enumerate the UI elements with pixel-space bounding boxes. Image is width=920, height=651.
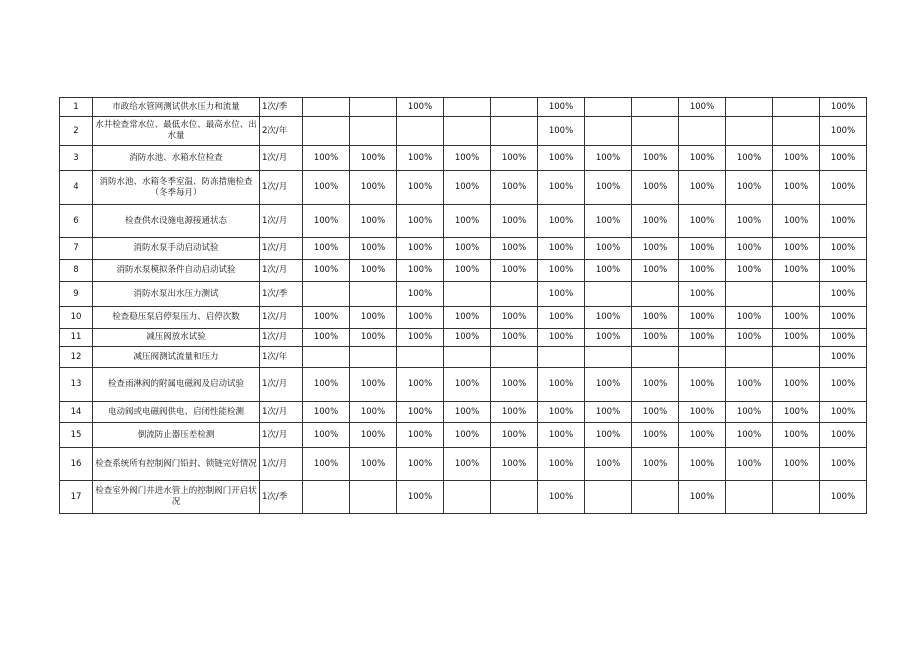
- completion-cell: 100%: [820, 423, 867, 448]
- table-row: [60, 347, 867, 368]
- completion-cell: 100%: [350, 260, 397, 282]
- completion-cell: 100%: [726, 448, 773, 481]
- completion-cell: 100%: [350, 448, 397, 481]
- completion-cell: 100%: [820, 402, 867, 423]
- completion-cell: 100%: [491, 307, 538, 329]
- completion-cell: 100%: [773, 402, 820, 423]
- completion-cell: 100%: [491, 329, 538, 347]
- completion-cell: [444, 117, 491, 146]
- completion-cell: 100%: [679, 368, 726, 402]
- inspection-frequency: 1次/月: [260, 402, 303, 423]
- completion-cell: [585, 98, 632, 117]
- completion-cell: [585, 282, 632, 307]
- inspection-frequency: 1次/月: [260, 329, 303, 347]
- completion-cell: 100%: [538, 146, 585, 171]
- completion-cell: 100%: [632, 260, 679, 282]
- completion-cell: 100%: [303, 238, 350, 260]
- completion-cell: 100%: [820, 205, 867, 238]
- completion-cell: 100%: [679, 423, 726, 448]
- table-body: [60, 98, 867, 514]
- completion-cell: [632, 117, 679, 146]
- completion-cell: 100%: [679, 448, 726, 481]
- completion-cell: 100%: [726, 260, 773, 282]
- completion-cell: 100%: [632, 329, 679, 347]
- completion-cell: 100%: [350, 205, 397, 238]
- completion-cell: 100%: [491, 423, 538, 448]
- completion-cell: 100%: [632, 307, 679, 329]
- completion-cell: 100%: [538, 448, 585, 481]
- completion-cell: 100%: [350, 307, 397, 329]
- completion-cell: 100%: [820, 260, 867, 282]
- table-row: [60, 205, 867, 238]
- completion-cell: 100%: [679, 205, 726, 238]
- completion-cell: 100%: [632, 448, 679, 481]
- inspection-item: 减压阀放水试验: [93, 329, 260, 347]
- completion-cell: 100%: [444, 171, 491, 205]
- completion-cell: 100%: [538, 171, 585, 205]
- completion-cell: 100%: [444, 368, 491, 402]
- completion-cell: 100%: [303, 423, 350, 448]
- completion-cell: 100%: [773, 329, 820, 347]
- inspection-frequency: 1次/月: [260, 260, 303, 282]
- completion-cell: 100%: [444, 423, 491, 448]
- completion-cell: 100%: [585, 205, 632, 238]
- row-number: 9: [60, 282, 93, 307]
- row-number: 12: [60, 347, 93, 368]
- completion-cell: [491, 282, 538, 307]
- completion-cell: 100%: [820, 238, 867, 260]
- completion-cell: 100%: [303, 205, 350, 238]
- table-row: [60, 282, 867, 307]
- completion-cell: 100%: [820, 347, 867, 368]
- inspection-item: 电动阀或电磁阀供电、启闭性能检测: [93, 402, 260, 423]
- table-row: [60, 171, 867, 205]
- completion-cell: 100%: [397, 402, 444, 423]
- completion-cell: 100%: [397, 368, 444, 402]
- table-row: [60, 423, 867, 448]
- completion-cell: [632, 282, 679, 307]
- completion-cell: [726, 282, 773, 307]
- completion-cell: 100%: [397, 423, 444, 448]
- table-row: [60, 329, 867, 347]
- inspection-item: 倒流防止器压差检测: [93, 423, 260, 448]
- inspection-item: 检查供水设施电源接通状态: [93, 205, 260, 238]
- completion-cell: 100%: [679, 307, 726, 329]
- inspection-item: 检查稳压泵启停泵压力、启停次数: [93, 307, 260, 329]
- row-number: 13: [60, 368, 93, 402]
- completion-cell: 100%: [773, 368, 820, 402]
- completion-cell: 100%: [444, 205, 491, 238]
- inspection-item: 检查系统所有控制阀门铅封、锁链完好情况: [93, 448, 260, 481]
- completion-cell: 100%: [679, 171, 726, 205]
- completion-cell: 100%: [773, 171, 820, 205]
- inspection-frequency: 1次/月: [260, 171, 303, 205]
- completion-cell: 100%: [585, 307, 632, 329]
- completion-cell: 100%: [632, 402, 679, 423]
- row-number: 3: [60, 146, 93, 171]
- completion-cell: 100%: [585, 329, 632, 347]
- completion-cell: 100%: [632, 238, 679, 260]
- completion-cell: 100%: [491, 448, 538, 481]
- completion-cell: 100%: [538, 260, 585, 282]
- completion-cell: 100%: [726, 329, 773, 347]
- inspection-item: 消防水池、水箱水位检查: [93, 146, 260, 171]
- completion-cell: 100%: [538, 481, 585, 514]
- completion-cell: 100%: [538, 238, 585, 260]
- completion-cell: 100%: [726, 238, 773, 260]
- completion-cell: [303, 481, 350, 514]
- completion-cell: 100%: [397, 146, 444, 171]
- completion-cell: 100%: [773, 448, 820, 481]
- completion-cell: 100%: [444, 329, 491, 347]
- completion-cell: 100%: [397, 481, 444, 514]
- completion-cell: [350, 98, 397, 117]
- completion-cell: 100%: [726, 307, 773, 329]
- completion-cell: 100%: [491, 402, 538, 423]
- completion-cell: 100%: [820, 481, 867, 514]
- completion-cell: 100%: [679, 329, 726, 347]
- inspection-frequency: 2次/年: [260, 117, 303, 146]
- table-row: [60, 402, 867, 423]
- completion-cell: 100%: [585, 171, 632, 205]
- completion-cell: [773, 282, 820, 307]
- completion-cell: [491, 98, 538, 117]
- completion-cell: 100%: [820, 448, 867, 481]
- row-number: 16: [60, 448, 93, 481]
- completion-cell: 100%: [491, 171, 538, 205]
- inspection-frequency: 1次/季: [260, 98, 303, 117]
- completion-cell: 100%: [585, 368, 632, 402]
- completion-cell: 100%: [585, 402, 632, 423]
- row-number: 15: [60, 423, 93, 448]
- table-row: [60, 117, 867, 146]
- completion-cell: 100%: [726, 205, 773, 238]
- inspection-item: 消防水泵出水压力测试: [93, 282, 260, 307]
- completion-cell: [726, 347, 773, 368]
- completion-cell: [585, 481, 632, 514]
- completion-cell: 100%: [444, 238, 491, 260]
- completion-cell: 100%: [491, 146, 538, 171]
- completion-cell: 100%: [444, 448, 491, 481]
- completion-cell: [491, 347, 538, 368]
- inspection-item: 消防水泵手动启动试验: [93, 238, 260, 260]
- row-number: 10: [60, 307, 93, 329]
- completion-cell: 100%: [585, 238, 632, 260]
- completion-cell: 100%: [679, 282, 726, 307]
- table-row: [60, 448, 867, 481]
- completion-cell: 100%: [679, 402, 726, 423]
- completion-cell: 100%: [397, 260, 444, 282]
- completion-cell: 100%: [538, 423, 585, 448]
- completion-cell: 100%: [820, 307, 867, 329]
- completion-cell: [444, 98, 491, 117]
- completion-cell: [444, 481, 491, 514]
- completion-cell: 100%: [538, 307, 585, 329]
- completion-cell: 100%: [585, 423, 632, 448]
- inspection-item: 消防水泵模拟条件自动启动试验: [93, 260, 260, 282]
- completion-cell: 100%: [397, 171, 444, 205]
- completion-cell: 100%: [350, 402, 397, 423]
- completion-cell: 100%: [632, 205, 679, 238]
- completion-cell: 100%: [397, 205, 444, 238]
- completion-cell: 100%: [538, 98, 585, 117]
- completion-cell: 100%: [397, 307, 444, 329]
- completion-cell: [303, 117, 350, 146]
- completion-cell: [773, 98, 820, 117]
- inspection-frequency: 1次/年: [260, 347, 303, 368]
- completion-cell: 100%: [303, 260, 350, 282]
- table-row: [60, 238, 867, 260]
- completion-cell: 100%: [397, 448, 444, 481]
- completion-cell: 100%: [773, 238, 820, 260]
- inspection-item: 检查室外阀门井进水管上的控制阀门开启状况: [93, 481, 260, 514]
- completion-cell: 100%: [538, 117, 585, 146]
- completion-cell: 100%: [679, 260, 726, 282]
- completion-cell: 100%: [538, 205, 585, 238]
- completion-cell: [397, 117, 444, 146]
- row-number: 8: [60, 260, 93, 282]
- completion-cell: [444, 347, 491, 368]
- completion-cell: 100%: [444, 260, 491, 282]
- row-number: 14: [60, 402, 93, 423]
- completion-cell: [585, 117, 632, 146]
- completion-cell: [679, 117, 726, 146]
- table-row: [60, 260, 867, 282]
- row-number: 6: [60, 205, 93, 238]
- completion-cell: [350, 117, 397, 146]
- completion-cell: [679, 347, 726, 368]
- completion-cell: [491, 481, 538, 514]
- completion-cell: 100%: [679, 98, 726, 117]
- completion-cell: 100%: [820, 171, 867, 205]
- completion-cell: 100%: [538, 329, 585, 347]
- completion-cell: 100%: [726, 368, 773, 402]
- completion-cell: [538, 347, 585, 368]
- completion-cell: [303, 347, 350, 368]
- table-row: [60, 98, 867, 117]
- completion-cell: 100%: [726, 146, 773, 171]
- completion-cell: 100%: [585, 146, 632, 171]
- row-number: 17: [60, 481, 93, 514]
- completion-cell: [726, 117, 773, 146]
- completion-cell: 100%: [820, 98, 867, 117]
- completion-cell: 100%: [538, 402, 585, 423]
- completion-cell: 100%: [585, 260, 632, 282]
- inspection-frequency: 1次/季: [260, 282, 303, 307]
- completion-cell: 100%: [773, 146, 820, 171]
- completion-cell: 100%: [585, 448, 632, 481]
- completion-cell: 100%: [397, 98, 444, 117]
- completion-cell: [726, 98, 773, 117]
- completion-cell: [303, 98, 350, 117]
- inspection-frequency: 1次/季: [260, 481, 303, 514]
- completion-cell: 100%: [303, 368, 350, 402]
- completion-cell: [303, 282, 350, 307]
- completion-cell: 100%: [491, 368, 538, 402]
- completion-cell: [773, 481, 820, 514]
- table-row: [60, 307, 867, 329]
- completion-cell: [350, 481, 397, 514]
- completion-cell: [350, 282, 397, 307]
- completion-cell: 100%: [444, 307, 491, 329]
- completion-cell: 100%: [444, 402, 491, 423]
- completion-cell: 100%: [820, 117, 867, 146]
- completion-cell: 100%: [538, 282, 585, 307]
- inspection-item: 检查雨淋阀的附属电磁阀及启动试验: [93, 368, 260, 402]
- completion-cell: 100%: [820, 329, 867, 347]
- completion-cell: 100%: [679, 238, 726, 260]
- completion-cell: 100%: [679, 481, 726, 514]
- inspection-frequency: 1次/月: [260, 448, 303, 481]
- completion-cell: 100%: [350, 171, 397, 205]
- inspection-item: 市政给水管网测试供水压力和流量: [93, 98, 260, 117]
- inspection-frequency: 1次/月: [260, 238, 303, 260]
- completion-cell: [773, 347, 820, 368]
- completion-cell: 100%: [303, 329, 350, 347]
- inspection-item: 减压阀测试流量和压力: [93, 347, 260, 368]
- table-row: [60, 481, 867, 514]
- inspection-frequency: 1次/月: [260, 368, 303, 402]
- completion-cell: 100%: [303, 171, 350, 205]
- completion-cell: 100%: [397, 329, 444, 347]
- inspection-frequency: 1次/月: [260, 146, 303, 171]
- row-number: 2: [60, 117, 93, 146]
- completion-cell: 100%: [350, 368, 397, 402]
- completion-cell: [350, 347, 397, 368]
- completion-cell: [726, 481, 773, 514]
- completion-cell: 100%: [350, 423, 397, 448]
- completion-cell: 100%: [726, 423, 773, 448]
- completion-cell: 100%: [303, 146, 350, 171]
- completion-cell: [491, 117, 538, 146]
- completion-cell: 100%: [726, 402, 773, 423]
- completion-cell: 100%: [773, 205, 820, 238]
- completion-cell: 100%: [491, 205, 538, 238]
- row-number: 1: [60, 98, 93, 117]
- table-row: [60, 146, 867, 171]
- completion-cell: 100%: [303, 402, 350, 423]
- completion-cell: 100%: [397, 282, 444, 307]
- inspection-frequency: 1次/月: [260, 205, 303, 238]
- completion-cell: 100%: [773, 307, 820, 329]
- completion-cell: 100%: [350, 238, 397, 260]
- table-row: [60, 368, 867, 402]
- completion-cell: 100%: [632, 423, 679, 448]
- completion-cell: [397, 347, 444, 368]
- completion-cell: 100%: [538, 368, 585, 402]
- completion-cell: 100%: [350, 329, 397, 347]
- completion-cell: 100%: [491, 238, 538, 260]
- completion-cell: 100%: [303, 307, 350, 329]
- completion-cell: [585, 347, 632, 368]
- completion-cell: 100%: [820, 146, 867, 171]
- completion-cell: 100%: [632, 171, 679, 205]
- completion-cell: 100%: [773, 423, 820, 448]
- row-number: 11: [60, 329, 93, 347]
- completion-cell: [632, 347, 679, 368]
- completion-cell: 100%: [632, 146, 679, 171]
- completion-cell: 100%: [491, 260, 538, 282]
- inspection-item: 水井检查常水位、最低水位、最高水位、出水量: [93, 117, 260, 146]
- row-number: 7: [60, 238, 93, 260]
- completion-cell: 100%: [397, 238, 444, 260]
- completion-cell: 100%: [820, 282, 867, 307]
- completion-cell: 100%: [679, 146, 726, 171]
- completion-cell: 100%: [632, 368, 679, 402]
- inspection-frequency: 1次/月: [260, 307, 303, 329]
- completion-cell: 100%: [444, 146, 491, 171]
- completion-cell: 100%: [303, 448, 350, 481]
- completion-cell: [632, 481, 679, 514]
- maintenance-schedule-table: [59, 97, 867, 514]
- completion-cell: 100%: [773, 260, 820, 282]
- completion-cell: [773, 117, 820, 146]
- completion-cell: 100%: [350, 146, 397, 171]
- completion-cell: [632, 98, 679, 117]
- inspection-frequency: 1次/月: [260, 423, 303, 448]
- inspection-item: 消防水池、水箱冬季室温、防冻措施检查（冬季每月）: [93, 171, 260, 205]
- completion-cell: 100%: [820, 368, 867, 402]
- row-number: 4: [60, 171, 93, 205]
- completion-cell: 100%: [726, 171, 773, 205]
- completion-cell: [444, 282, 491, 307]
